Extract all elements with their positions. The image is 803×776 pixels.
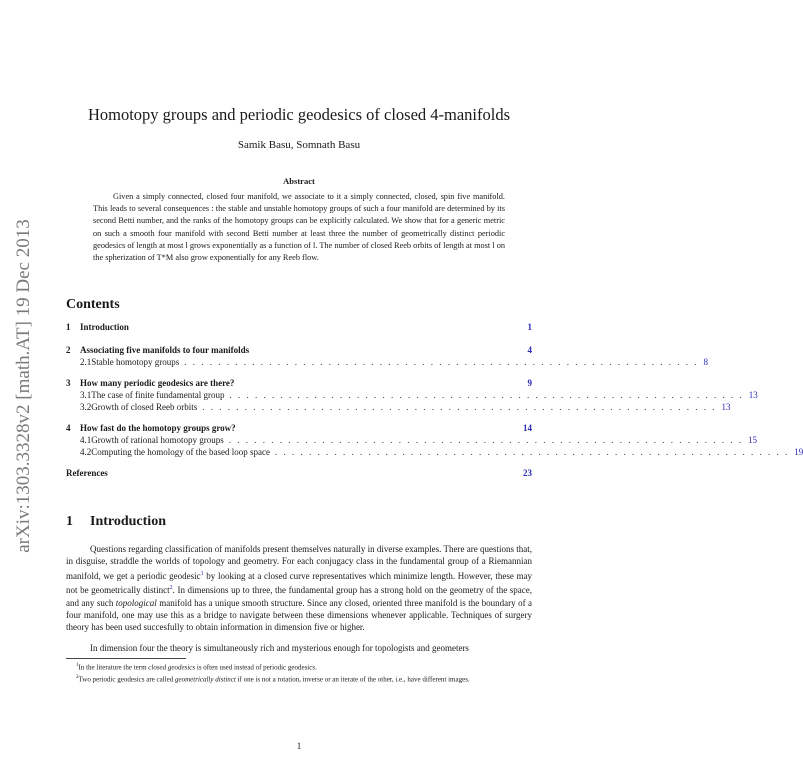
toc-subentry[interactable] bbox=[66, 447, 803, 459]
toc-leader: . . . . . . . . . . . . . . . . . . . . . . . . . . . . . . . . . . . . . . . . . . . . . . . . . . . . . . . . . . . . . bbox=[229, 390, 744, 400]
toc-entry-number: 3 bbox=[66, 378, 71, 388]
footnote-emphasis: closed geodesics bbox=[148, 663, 196, 672]
toc-entry-page-link[interactable]: 8 bbox=[703, 357, 708, 367]
footnote-text: is often used instead of periodic geodesics. bbox=[195, 663, 317, 672]
toc-subentry[interactable] bbox=[66, 402, 731, 414]
toc-entry-page-link[interactable]: 9 bbox=[527, 378, 532, 388]
intro-emphasis: topological bbox=[115, 597, 157, 608]
toc-entry[interactable] bbox=[66, 378, 532, 390]
arxiv-identifier-text: arXiv:1303.3328v2 [math.AT] 19 Dec 2013 bbox=[13, 219, 34, 553]
toc-entry-page-link[interactable]: 15 bbox=[747, 435, 757, 445]
arxiv-identifier bbox=[4, 186, 48, 586]
toc-entry[interactable] bbox=[66, 345, 532, 357]
intro-text-part: . In dimensions up to three, the fundamental group has a strong hold on the geometry of the space, and any such bbox=[66, 585, 532, 608]
toc-entry-label: References bbox=[66, 468, 108, 478]
footnote-link-2[interactable]: 2 bbox=[169, 585, 173, 592]
toc-entry-label: Growth of rational homotopy groups bbox=[91, 435, 224, 445]
abstract-heading: Abstract bbox=[283, 176, 315, 186]
footnote-emphasis: geometrically distinct bbox=[175, 675, 236, 684]
toc-entry-number: 3.2 bbox=[80, 402, 92, 412]
intro-paragraph-2: In dimension four the theory is simultaneously rich and mysterious enough for topologists and geometers bbox=[90, 643, 469, 653]
intro-text-part: manifold has a unique smooth structure. Since any closed, oriented three manifold is the boundary of a four manifold, one may use this as a bridge to navigate between these dimensions whenever applicable. Techniques of surgery theory has been used succesfully to obtain information in dimension five or higher. bbox=[66, 597, 532, 633]
intro-text-part: Questions regarding classification of manifolds present themselves naturally in diverse examples. There are questions that, in disguise, straddle the worlds of topology and geometry. For each conjugacy class in the fundamental group of a Riemannian manifold, we get a periodic geodesic bbox=[66, 544, 532, 581]
intro-paragraph bbox=[66, 543, 532, 634]
footnote-link-1[interactable]: 1 bbox=[200, 570, 204, 577]
footnote-mark: 1 bbox=[76, 663, 79, 668]
footnote-1 bbox=[66, 661, 532, 673]
toc-entry-number: 4.1 bbox=[80, 435, 92, 445]
toc-entry-number: 4 bbox=[66, 423, 71, 433]
toc-entry-number: 1 bbox=[66, 322, 71, 332]
toc-entry-label: How fast do the homotopy groups grow? bbox=[80, 423, 236, 433]
toc-entry-page-link[interactable]: 13 bbox=[748, 390, 758, 400]
toc-entry-label: How many periodic geodesics are there? bbox=[80, 378, 235, 388]
abstract-body: Given a simply connected, closed four manifold, we associate to it a simply connected, closed, spin five manifold. This leads to several consequences : the stable and unstable homotopy groups of such a four manifold are determined by its second Betti number, and the ranks of the homotopy groups can be explicitly calculated. We show that for a generic metric on such a smooth four manifold with second Betti number at least three the number of geometrically distinct periodic geodesics of length at most l grows exponentially as a function of l. The number of closed Reeb orbits of length at most l on the spherization of T*M also grow exponentially for any Reeb flow. bbox=[93, 192, 505, 263]
intro-text-part: by looking at a closed curve representatives which minimize length. However, these may not be geometrically distinct bbox=[66, 570, 532, 596]
toc-entry-label: Computing the homology of the based loop space bbox=[91, 447, 270, 457]
toc-leader: . . . . . . . . . . . . . . . . . . . . . . . . . . . . . . . . . . . . . . . . . . . . . . . . . . . . . . . . . . . . . bbox=[228, 435, 743, 445]
toc-entry-label: Associating five manifolds to four manifolds bbox=[80, 345, 250, 355]
toc-entry-page-link[interactable]: 4 bbox=[527, 345, 532, 355]
footnotes bbox=[66, 661, 532, 685]
toc-entry-number: 2.1 bbox=[80, 357, 92, 367]
contents-heading: Contents bbox=[66, 297, 120, 312]
footnote-text: if one is not a rotation, inverse or an iterate of the other, i.e., have different images. bbox=[235, 675, 470, 684]
toc-entry-number: 4.2 bbox=[80, 447, 92, 457]
footnote-mark: 2 bbox=[76, 674, 79, 680]
section-heading bbox=[66, 514, 166, 530]
toc-entry-label: The case of finite fundamental group bbox=[91, 390, 225, 400]
paper-title: Homotopy groups and periodic geodesics of closed 4-manifolds bbox=[87, 105, 511, 124]
toc-entry-page-link[interactable]: 23 bbox=[523, 468, 532, 478]
toc-leader: . . . . . . . . . . . . . . . . . . . . . . . . . . . . . . . . . . . . . . . . . . . . . . . . . . . . . . . . . . . . . bbox=[202, 402, 717, 412]
footnote-2 bbox=[66, 673, 532, 685]
toc-entry-label: Stable homotopy groups bbox=[91, 357, 180, 367]
toc-entry[interactable] bbox=[66, 322, 532, 334]
toc-entry-label: Growth of closed Reeb orbits bbox=[91, 402, 198, 412]
toc-entry-number: 2 bbox=[66, 345, 71, 355]
toc-entry[interactable] bbox=[66, 423, 532, 435]
paper-authors: Samik Basu, Somnath Basu bbox=[237, 139, 361, 151]
toc-subentry[interactable] bbox=[66, 390, 758, 402]
footnote-text: In the literature the term bbox=[78, 663, 149, 672]
toc-subentry[interactable] bbox=[66, 357, 708, 369]
toc-subentry[interactable] bbox=[66, 435, 757, 447]
toc-entry[interactable] bbox=[66, 468, 532, 480]
page-number: 1 bbox=[296, 741, 302, 751]
toc-entry-page-link[interactable]: 1 bbox=[527, 322, 532, 332]
section-title: Introduction bbox=[90, 514, 166, 529]
section-number: 1 bbox=[66, 514, 73, 529]
footnote-text: Two periodic geodesics are called bbox=[78, 675, 175, 684]
toc-leader: . . . . . . . . . . . . . . . . . . . . . . . . . . . . . . . . . . . . . . . . . . . . . . . . . . . . . . . . . . . . . bbox=[274, 447, 790, 457]
toc-leader: . . . . . . . . . . . . . . . . . . . . . . . . . . . . . . . . . . . . . . . . . . . . . . . . . . . . . . . . . . . . . bbox=[184, 357, 699, 367]
toc-entry-label: Introduction bbox=[80, 322, 129, 332]
toc-entry-number: 3.1 bbox=[80, 390, 92, 400]
toc-entry-page-link[interactable]: 14 bbox=[523, 423, 532, 433]
toc-entry-page-link[interactable]: 13 bbox=[721, 402, 731, 412]
footnote-divider bbox=[66, 658, 186, 659]
toc-entry-page-link[interactable]: 19 bbox=[794, 447, 803, 457]
